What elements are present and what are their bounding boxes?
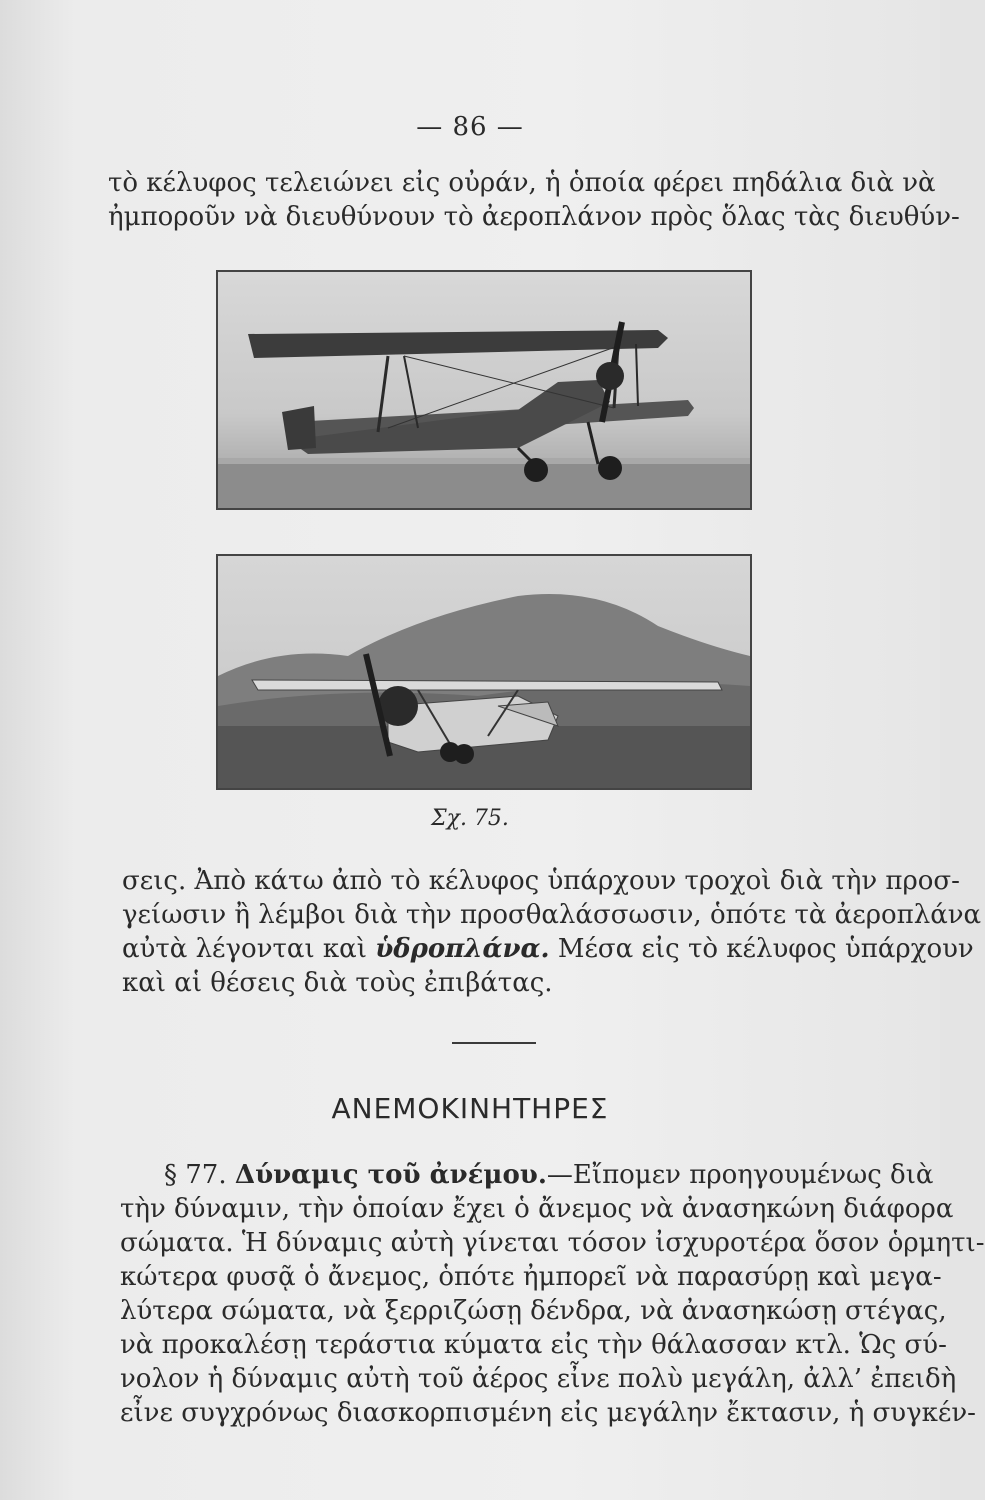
text-line: λύτερα σώματα, νὰ ξερριζώσῃ δένδρα, νὰ ἀνασηκώσῃ στέγας, bbox=[120, 1296, 947, 1326]
text-line bbox=[120, 1158, 934, 1192]
text-line: σεις. Ἀπὸ κάτω ἀπὸ τὸ κέλυφος ὑπάρχουν τροχοὶ διὰ τὴν προσ- bbox=[122, 866, 960, 896]
section-number: § 77. bbox=[164, 1160, 227, 1190]
section-heading: ΑΝΕΜΟΚΙΝΗΤΗΡΕΣ bbox=[331, 1092, 609, 1125]
paragraph-wind-power bbox=[120, 1158, 985, 1430]
paragraph-continued bbox=[108, 166, 960, 234]
subsection-title: Δύναμις τοῦ ἀνέμου. bbox=[234, 1160, 547, 1190]
text-line bbox=[122, 932, 974, 966]
text-line: σώματα. Ἡ δύναμις αὐτὴ γίνεται τόσον ἰσχυροτέρα ὅσον ὁρμητι- bbox=[120, 1228, 985, 1258]
biplane-illustration bbox=[218, 272, 750, 508]
text-run: —Εἴπομεν προηγουμένως διὰ bbox=[546, 1160, 934, 1190]
monoplane-illustration bbox=[218, 556, 750, 788]
text-line: ἠμποροῦν νὰ διευθύνουν τὸ ἀεροπλάνον πρὸς ὅλας τὰς διευθύν- bbox=[108, 202, 960, 232]
text-line: τὴν δύναμιν, τὴν ὁποίαν ἔχει ὁ ἄνεμος νὰ ἀνασηκώνη διάφορα bbox=[120, 1194, 954, 1224]
text-line: νολον ἡ δύναμις αὐτὴ τοῦ ἀέρος εἶνε πολὺ μεγάλη, ἀλλ’ ἐπειδὴ bbox=[120, 1364, 957, 1394]
text-line: εἶνε συγχρόνως διασκορπισμένη εἰς μεγάλην ἔκτασιν, ἡ συγκέν- bbox=[120, 1398, 976, 1428]
paragraph-landing-gear bbox=[122, 864, 982, 1000]
text-line: κώτερα φυσᾷ ὁ ἄνεμος, ὁπότε ἠμπορεῖ νὰ παρασύρῃ καὶ μεγα- bbox=[120, 1262, 942, 1292]
text-line: γείωσιν ἢ λέμβοι διὰ τὴν προσθαλάσσωσιν, ὁπότε τὰ ἀεροπλάνα bbox=[122, 900, 982, 930]
text-line: τὸ κέλυφος τελειώνει εἰς οὐράν, ἡ ὁποία φέρει πηδάλια διὰ νὰ bbox=[108, 168, 936, 198]
text-run: αὐτὰ λέγονται καὶ bbox=[122, 934, 376, 964]
monoplane-photo bbox=[216, 554, 752, 790]
text-run: Μέσα εἰς τὸ κέλυφος ὑπάρχουν bbox=[549, 934, 974, 964]
text-line: νὰ προκαλέσῃ τεράστια κύματα εἰς τὴν θάλασσαν κτλ. Ὡς σύ- bbox=[120, 1330, 947, 1360]
biplane-photo bbox=[216, 270, 752, 510]
section-divider bbox=[452, 1042, 536, 1044]
text-line: καὶ αἱ θέσεις διὰ τοὺς ἐπιβάτας. bbox=[122, 968, 553, 998]
figure-caption: Σχ. 75. bbox=[431, 806, 509, 831]
page-number: — 86 — bbox=[416, 112, 524, 142]
bold-term: ὑδροπλάνα. bbox=[375, 934, 550, 964]
